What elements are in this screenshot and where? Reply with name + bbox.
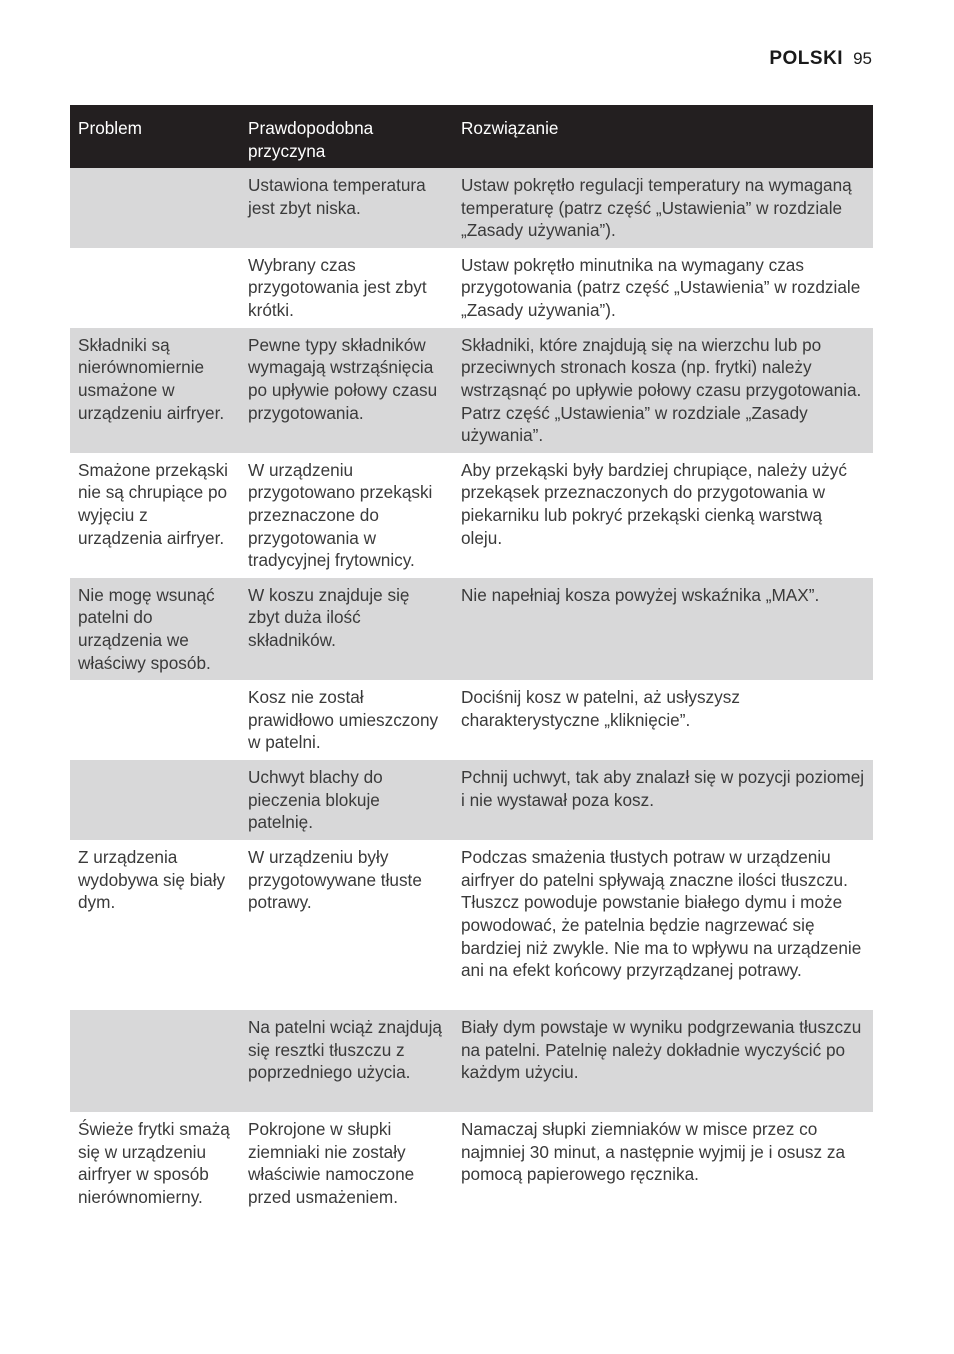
problem-cell [70,248,240,328]
cause-cell: Pewne typy składników wymagają wstrząśnięcia po upływie połowy czasu przygotowania. [240,328,453,453]
language-label: POLSKI [769,48,844,69]
solution-cell: Pchnij uchwyt, tak aby znalazł się w pozycji poziomej i nie wystawał poza kosz. [453,760,873,840]
solution-cell: Ustaw pokrętło minutnika na wymagany czas przygotowania (patrz część „Ustawienia” w rozdziale „Zasady używania”). [461,254,861,320]
solution-cell: Składniki, które znajdują się na wierzchu lub po przeciwnych stronach kosza (np. frytki) należy wstrząsnąć po upływie połowy czasu przygotowania. Patrz część „Ustawienia” w rozdziale „Zasady używania”. [453,328,873,453]
table-row [70,1010,873,1112]
solution-cell: Biały dym powstaje w wyniku podgrzewania tłuszczu na patelni. Patelnię należy dokładnie wyczyścić po każdym użyciu. [453,1010,873,1112]
problem-cell [70,1010,240,1112]
column-header-problem: Problem [70,105,240,168]
problem-cell: Smażone przekąski nie są chrupiące po wyjęciu z urządzenia airfryer. [78,459,228,548]
page-header [769,48,872,70]
cause-cell: Uchwyt blachy do pieczenia blokuje patelnię. [240,760,453,840]
cause-cell: Wybrany czas przygotowania jest zbyt krótki. [248,254,427,320]
problem-cell [70,760,240,840]
solution-cell: Namaczaj słupki ziemniaków w misce przez co najmniej 30 minut, a następnie wyjmij je i osusz za pomocą papierowego ręcznika. [461,1119,846,1185]
table-row [70,168,873,248]
problem-cell: Składniki są nierównomiernie usmażone w urządzeniu airfryer. [70,328,240,453]
solution-cell: Dociśnij kosz w patelni, aż usłyszysz charakterystyczne „kliknięcie”. [461,687,740,730]
solution-cell: Podczas smażenia tłustych potraw w urządzeniu airfryer do patelni spływają znaczne ilości tłuszczu. Tłuszcz powoduje powstanie białego dymu i może powodować, że patelnia będzie nagrzewać się bardziej niż zwykle. Nie ma to wpływu na urządzenie ani na efekt końcowy przyrządzanej potrawy. [461,847,862,981]
cause-cell: Kosz nie został prawidłowo umieszczony w patelni. [248,687,439,753]
table-row [70,578,873,680]
solution-cell: Ustaw pokrętło regulacji temperatury na wymaganą temperaturę (patrz część „Ustawienia” w rozdziale „Zasady używania”). [453,168,873,248]
problem-cell [70,168,240,248]
table-row [70,840,873,1010]
cause-cell: Na patelni wciąż znajdują się resztki tłuszczu z poprzedniego użycia. [240,1010,453,1112]
cause-cell: W koszu znajduje się zbyt duża ilość składników. [240,578,453,680]
column-header-cause: Prawdopodobna przyczyna [240,105,453,168]
table-row [70,453,873,578]
cause-cell: W urządzeniu przygotowano przekąski przeznaczone do przygotowania w tradycyjnej frytownicy. [248,459,433,571]
table-row [70,248,873,328]
page-number: 95 [853,49,872,68]
problem-cell [70,680,240,760]
problem-cell: Z urządzenia wydobywa się biały dym. [78,847,226,913]
table-header-row [70,105,873,168]
solution-cell: Nie napełniaj kosza powyżej wskaźnika „MAX”. [453,578,873,680]
cause-cell: W urządzeniu były przygotowywane tłuste potrawy. [248,847,422,913]
problem-cell: Nie mogę wsunąć patelni do urządzenia we właściwy sposób. [70,578,240,680]
table-row [70,1112,873,1237]
column-header-solution: Rozwiązanie [453,105,873,168]
solution-cell: Aby przekąski były bardziej chrupiące, należy użyć przekąsek przeznaczonych do przygotowania w piekarniku lub pokryć przekąski cienką warstwą oleju. [461,459,847,548]
cause-cell: Ustawiona temperatura jest zbyt niska. [240,168,453,248]
table-row [70,680,873,760]
cause-cell: Pokrojone w słupki ziemniaki nie zostały właściwie namoczone przed usmażeniem. [248,1119,415,1207]
problem-cell: Świeże frytki smażą się w urządzeniu airfryer w sposób nierównomierny. [78,1119,230,1207]
table-row [70,760,873,840]
table-row [70,328,873,453]
troubleshooting-table [70,105,873,1237]
